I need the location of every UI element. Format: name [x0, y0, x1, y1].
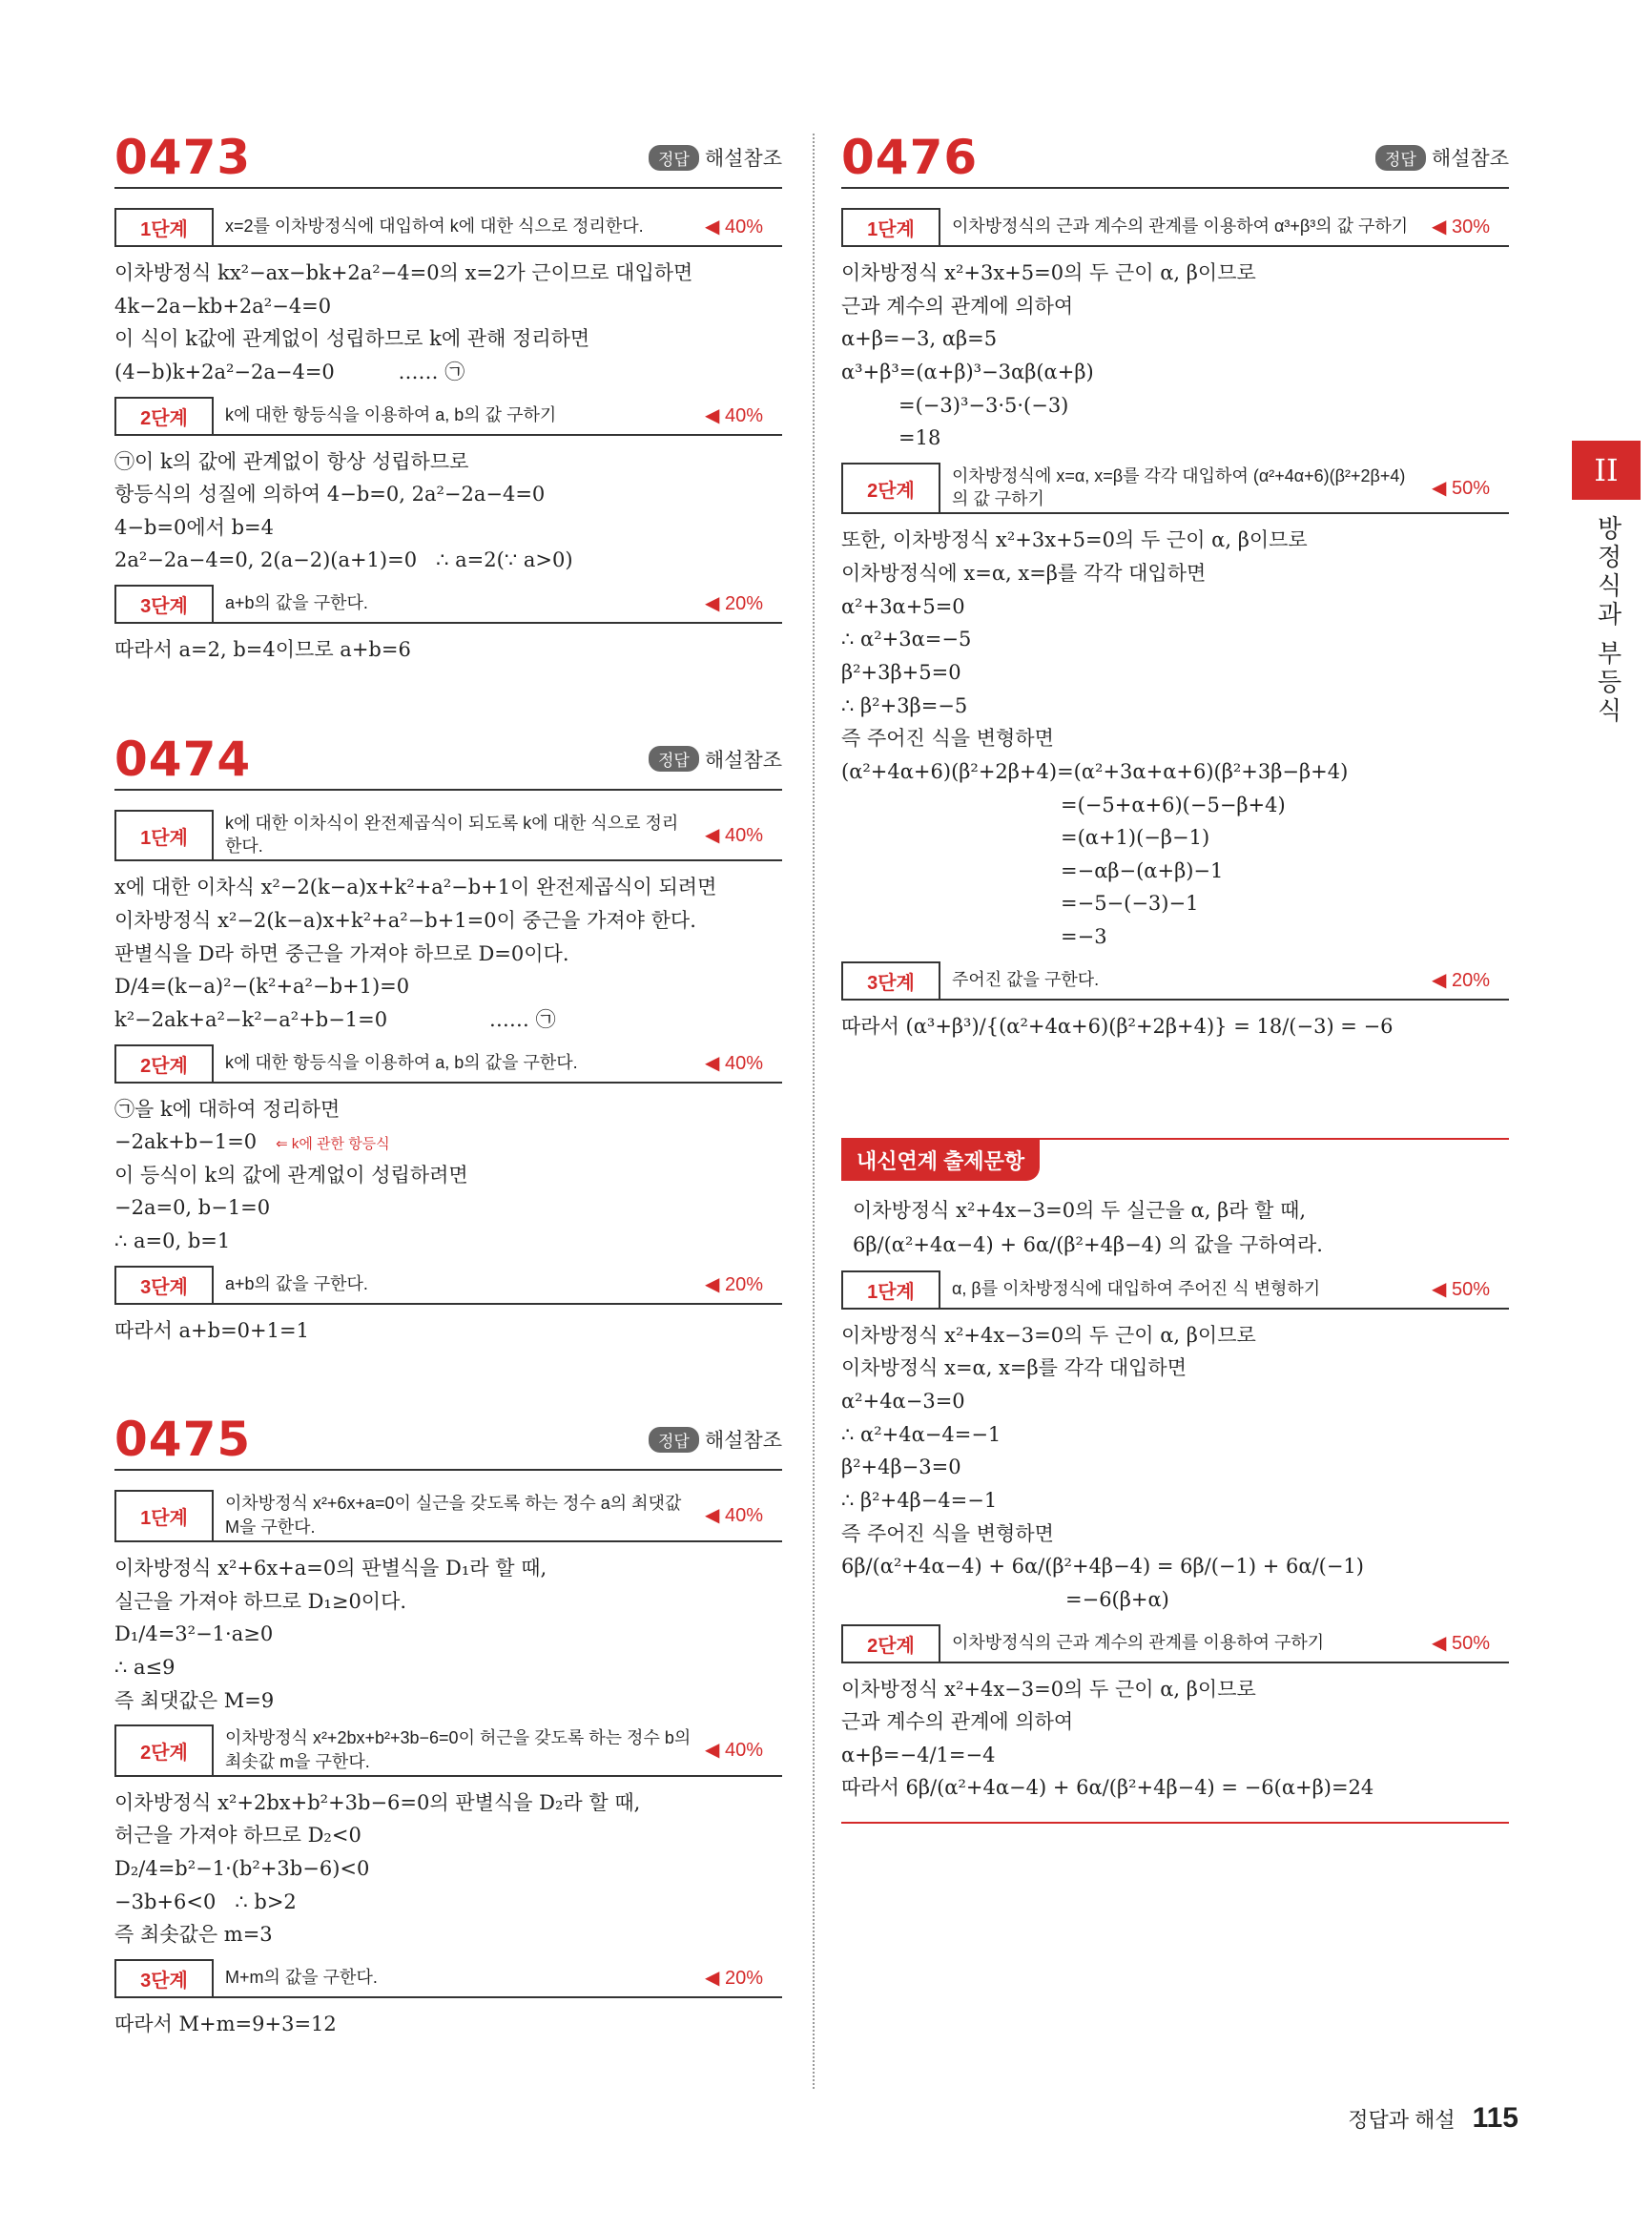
answer-label [1375, 143, 1509, 181]
step-description: 이차방정식에 x=α, x=β를 각각 대입하여 (α²+4α+6)(β²+2β+4)의 값 구하기 [952, 465, 1406, 509]
solution-line [841, 590, 1509, 624]
step-description: 이차방정식 x²+6x+a=0이 실근을 갖도록 하는 정수 a의 최댓값 M을 구한다. [225, 1494, 682, 1537]
solution-line [114, 511, 782, 545]
solution-line [841, 1550, 1509, 1583]
solution-text: 이차방정식 x²+3x+5=0의 두 근이 α, β이므로 [841, 261, 1256, 284]
problem-number: 0476 [841, 130, 979, 185]
solution-line [114, 290, 782, 323]
step-percent: ◀ 50% [1432, 477, 1490, 499]
solution-line [114, 1159, 782, 1192]
solution-line [114, 1191, 782, 1225]
step-row [841, 1270, 1509, 1310]
solution-line [841, 755, 1509, 789]
step-percent: ◀ 30% [1432, 217, 1490, 237]
step-description: k에 대한 항등식을 이용하여 a, b의 값을 구한다. [225, 1052, 578, 1072]
solution-line [114, 1125, 782, 1159]
solution-line [841, 322, 1509, 356]
step-percent: ◀ 40% [705, 1740, 763, 1761]
solution-line [841, 1385, 1509, 1418]
solution-text: x에 대한 이차식 x²−2(k−a)x+k²+a²−b+1이 완전제곱식이 되려면 [114, 876, 717, 899]
problem-header [841, 130, 1509, 189]
solution-text: α²+4α−3=0 [841, 1390, 965, 1414]
solution-line [841, 656, 1509, 690]
related-problem-question [841, 1194, 1509, 1262]
solution-text: ㉠을 k에 대하여 정리하면 [114, 1097, 341, 1121]
solution-text: 4k−2a−kb+2a²−4=0 [114, 294, 332, 318]
solution-line [114, 2008, 782, 2041]
related-problem-badge: 내신연계 출제문항 [841, 1140, 1040, 1181]
solution-text: ∴ α²+3α=−5 [841, 628, 972, 651]
step-row [114, 1724, 782, 1777]
step-row [841, 1624, 1509, 1663]
solution-text: 따라서 M+m=9+3=12 [114, 2013, 337, 2035]
step-description: k에 대한 항등식을 이용하여 a, b의 값 구하기 [225, 404, 557, 424]
step-row [114, 397, 782, 436]
step-description: 이차방정식의 근과 계수의 관계를 이용하여 α³+β³의 값 구하기 [952, 217, 1409, 237]
solution-text: 이차방정식 kx²−ax−bk+2a²−4=0의 x=2가 근이므로 대입하면 [114, 261, 693, 284]
solution-text: =(−3)³−3·5·(−3) [898, 393, 1069, 417]
solution-text: 근과 계수의 관계에 의하여 [841, 1710, 1074, 1734]
step-percent: ◀ 20% [1432, 969, 1490, 991]
solution-text: α³+β³=(α+β)³−3αβ(α+β) [841, 360, 1094, 383]
solution-line [841, 855, 1509, 888]
solution-line [841, 422, 1509, 455]
solution-text: =(α+1)(−β−1) [1061, 826, 1210, 850]
step-row [841, 961, 1509, 1001]
solution-line [841, 789, 1509, 822]
step-badge: 1단계 [841, 1270, 940, 1308]
solution-text: =(−5+α+6)(−5−β+4) [1061, 793, 1286, 816]
problem-number: 0475 [114, 1412, 252, 1468]
solution-text: 실근을 가져야 하므로 D₁≥0이다. [114, 1589, 407, 1613]
step-row [114, 1266, 782, 1305]
solution-text: 즉 주어진 식을 변형하면 [841, 1521, 1054, 1545]
solution-text: 따라서 a+b=0+1=1 [114, 1318, 309, 1342]
solution-line [114, 904, 782, 938]
solution-text: −3b+6<0 ∴ b>2 [114, 1889, 297, 1913]
step-badge: 1단계 [114, 208, 214, 245]
step-row [841, 208, 1509, 247]
solution-text: D/4=(k−a)²−(k²+a²−b+1)=0 [114, 975, 410, 999]
solution-line [114, 322, 782, 356]
problem-solution [114, 208, 782, 667]
step-percent: ◀ 40% [705, 217, 763, 237]
step-description: a+b의 값을 구한다. [225, 593, 368, 613]
footer-label: 정답과 해설 [1348, 2108, 1456, 2132]
step-percent: ◀ 40% [705, 1505, 763, 1527]
solution-text: β²+4β−3=0 [841, 1456, 961, 1479]
answer-badge: 정답 [1375, 145, 1426, 171]
solution-line [841, 722, 1509, 755]
solution-line [841, 887, 1509, 920]
answer-text: 해설참조 [1431, 148, 1509, 170]
step-badge: 2단계 [841, 1624, 940, 1662]
step-row [114, 1959, 782, 1998]
problem-header [114, 130, 782, 189]
step-percent: ◀ 20% [705, 1273, 763, 1295]
solution-line [841, 524, 1509, 557]
solution-text: 이차방정식 x²+6x+a=0의 판별식을 D₁라 할 때, [114, 1557, 547, 1580]
step-description: M+m의 값을 구한다. [225, 1968, 378, 1988]
solution-text: ㉠이 k의 값에 관계없이 항상 성립하므로 [114, 449, 469, 473]
chapter-label: 방정식과 부등식 [1594, 515, 1622, 727]
step-badge: 2단계 [114, 1044, 214, 1082]
right-column [841, 130, 1509, 1824]
solution-line [841, 1352, 1509, 1385]
solution-text: 즉 주어진 식을 변형하면 [841, 727, 1054, 751]
solution-text: 허근을 가져야 하므로 D₂<0 [114, 1824, 361, 1848]
solution-line [841, 623, 1509, 656]
related-problem-bottom-rule [841, 1822, 1509, 1824]
solution-text: 2a²−2a−4=0, 2(a−2)(a+1)=0 ∴ a=2(∵ a>0) [114, 548, 573, 572]
step-badge: 1단계 [114, 810, 214, 860]
problem-0476 [841, 130, 1509, 1043]
solution-text: 6β/(α²+4α−4) + 6α/(β²+4β−4) = 6β/(−1) + 6α/(−1) [841, 1555, 1364, 1579]
margin-note: ⇐ k에 관한 항등식 [276, 1136, 390, 1153]
problem-0475 [114, 1412, 782, 2040]
question-line: 6β/(α²+4α−4) + 6α/(β²+4β−4) 의 값을 구하여라. [853, 1233, 1323, 1257]
solution-line [841, 1771, 1509, 1805]
solution-line [841, 1739, 1509, 1772]
solution-text: ∴ α²+4α−4=−1 [841, 1422, 1002, 1446]
solution-line [114, 1819, 782, 1852]
step-percent: ◀ 40% [705, 824, 763, 846]
solution-line [114, 1093, 782, 1126]
step-row [114, 208, 782, 247]
solution-line [841, 1418, 1509, 1452]
solution-text: 따라서 (α³+β³)/{(α²+4α+6)(β²+2β+4)} = 18/(−3) = −6 [841, 1014, 1394, 1038]
solution-line [841, 1319, 1509, 1352]
solution-line [841, 257, 1509, 290]
step-percent: ◀ 20% [705, 1968, 763, 1989]
solution-line [841, 1451, 1509, 1484]
solution-line [841, 557, 1509, 590]
solution-text: 즉 최댓값은 M=9 [114, 1688, 275, 1712]
solution-line [841, 920, 1509, 954]
solution-line [841, 821, 1509, 855]
step-badge: 3단계 [114, 1959, 214, 1996]
solution-text: 이차방정식에 x=α, x=β를 각각 대입하면 [841, 562, 1207, 586]
solution-text: 이차방정식 x²+2bx+b²+3b−6=0의 판별식을 D₂라 할 때, [114, 1790, 641, 1814]
step-badge: 2단계 [114, 397, 214, 434]
problem-number: 0474 [114, 731, 252, 787]
solution-text: 이 식이 k값에 관계없이 성립하므로 k에 관해 정리하면 [114, 327, 590, 351]
page-footer [1348, 2102, 1518, 2135]
answer-text: 해설참조 [704, 148, 782, 170]
solution-line [841, 1484, 1509, 1518]
solution-line [841, 356, 1509, 389]
answer-label [649, 1425, 782, 1463]
answer-text: 해설참조 [704, 749, 782, 772]
solution-text: D₁/4=3²−1·a≥0 [114, 1622, 274, 1646]
solution-line [114, 1684, 782, 1718]
solution-line [114, 1786, 782, 1820]
answer-text: 해설참조 [704, 1430, 782, 1453]
step-row [841, 463, 1509, 515]
problem-header [114, 731, 782, 791]
column-divider [813, 134, 815, 2089]
solution-line [114, 544, 782, 577]
solution-line [841, 290, 1509, 323]
solution-text: −2ak+b−1=0 [114, 1130, 258, 1154]
step-row [114, 1044, 782, 1084]
solution-text: 4−b=0에서 b=4 [114, 515, 275, 539]
answer-badge: 정답 [649, 746, 699, 772]
step-row [114, 810, 782, 862]
solution-line [114, 1651, 782, 1684]
solution-text: (α²+4α+6)(β²+2β+4)=(α²+3α+α+6)(β²+3β−β+4) [841, 759, 1349, 783]
problem-solution [114, 1490, 782, 2040]
solution-text: 따라서 a=2, b=4이므로 a+b=6 [114, 638, 411, 662]
solution-line [114, 1225, 782, 1258]
solution-line [114, 938, 782, 971]
solution-text: 근과 계수의 관계에 의하여 [841, 294, 1074, 318]
solution-text: (4−b)k+2a²−2a−4=0 …… ㉠ [114, 360, 465, 383]
solution-line [114, 1314, 782, 1348]
solution-line [114, 1003, 782, 1037]
solution-text: 따라서 6β/(α²+4α−4) + 6α/(β²+4β−4) = −6(α+β)=24 [841, 1776, 1374, 1800]
solution-text: ∴ a=0, b=1 [114, 1229, 231, 1253]
solution-line [114, 871, 782, 904]
step-percent: ◀ 50% [1432, 1632, 1490, 1654]
solution-line [841, 389, 1509, 423]
step-row [114, 1490, 782, 1542]
solution-line [114, 1918, 782, 1951]
problem-header [114, 1412, 782, 1471]
solution-text: β²+3β+5=0 [841, 661, 961, 684]
solution-text: =−αβ−(α+β)−1 [1061, 858, 1224, 882]
step-badge: 1단계 [114, 1490, 214, 1540]
step-description: α, β를 이차방정식에 대입하여 주어진 식 변형하기 [952, 1279, 1321, 1299]
solution-line [841, 1583, 1509, 1617]
step-description: x=2를 이차방정식에 대입하여 k에 대한 식으로 정리한다. [225, 217, 644, 237]
problem-0473 [114, 130, 782, 667]
solution-text: 이차방정식 x²−2(k−a)x+k²+a²−b+1=0이 중근을 가져야 한다. [114, 909, 696, 932]
step-percent: ◀ 40% [705, 404, 763, 426]
solution-line [114, 1618, 782, 1651]
step-description: 주어진 값을 구한다. [952, 970, 1100, 990]
step-description: k에 대한 이차식이 완전제곱식이 되도록 k에 대한 식으로 정리한다. [225, 813, 679, 857]
step-badge: 2단계 [841, 463, 940, 513]
step-description: 이차방정식 x²+2bx+b²+3b−6=0이 허근을 갖도록 하는 정수 b의 최솟값 m을 구한다. [225, 1728, 692, 1771]
solution-text: 이차방정식 x²+4x−3=0의 두 근이 α, β이므로 [841, 1323, 1256, 1347]
solution-text: 이 등식이 k의 값에 관계없이 성립하려면 [114, 1163, 468, 1187]
solution-line [841, 690, 1509, 723]
solution-text: =18 [898, 426, 941, 450]
step-badge: 3단계 [841, 961, 940, 999]
solution-text: −2a=0, b−1=0 [114, 1196, 271, 1220]
step-percent: ◀ 50% [1432, 1278, 1490, 1300]
solution-line [114, 478, 782, 511]
solution-text: 항등식의 성질에 의하여 4−b=0, 2a²−2a−4=0 [114, 483, 546, 506]
solution-text: k²−2ak+a²−k²−a²+b−1=0 …… ㉠ [114, 1007, 556, 1031]
answer-badge: 정답 [649, 1427, 699, 1453]
solution-line [114, 445, 782, 479]
solution-line [114, 1852, 782, 1886]
solution-text: 즉 최솟값은 m=3 [114, 1923, 273, 1947]
solution-line [841, 1673, 1509, 1706]
step-badge: 3단계 [114, 1266, 214, 1303]
step-description: a+b의 값을 구한다. [225, 1274, 368, 1294]
solution-text: α²+3α+5=0 [841, 594, 965, 618]
problem-0474 [114, 731, 782, 1348]
solution-line [114, 1886, 782, 1919]
solution-line [841, 1010, 1509, 1043]
related-problem-header [841, 1138, 1509, 1181]
step-percent: ◀ 20% [705, 593, 763, 615]
solution-line [841, 1518, 1509, 1551]
solution-text: 또한, 이차방정식 x²+3x+5=0의 두 근이 α, β이므로 [841, 528, 1308, 552]
step-description: 이차방정식의 근과 계수의 관계를 이용하여 구하기 [952, 1632, 1325, 1652]
solution-text: =−6(β+α) [1065, 1587, 1169, 1611]
solution-text: =−3 [1061, 925, 1107, 949]
left-column [114, 130, 782, 2110]
solution-line [114, 1552, 782, 1585]
related-problem-solution [841, 1270, 1509, 1805]
solution-text: 이차방정식 x²+4x−3=0의 두 근이 α, β이므로 [841, 1677, 1256, 1701]
solution-text: =−5−(−3)−1 [1061, 892, 1199, 916]
chapter-tab: II [1572, 441, 1641, 500]
solution-text: ∴ β²+4β−4=−1 [841, 1488, 998, 1512]
answer-badge: 정답 [649, 145, 699, 171]
step-badge: 1단계 [841, 208, 940, 245]
problem-number: 0473 [114, 130, 252, 185]
solution-text: 판별식을 D라 하면 중근을 가져야 하므로 D=0이다. [114, 941, 569, 965]
solution-line [114, 1585, 782, 1619]
solution-line [114, 257, 782, 290]
solution-text: ∴ a≤9 [114, 1655, 176, 1679]
problem-solution [841, 208, 1509, 1043]
question-line: 이차방정식 x²+4x−3=0의 두 실근을 α, β라 할 때, [853, 1199, 1307, 1223]
solution-line [114, 970, 782, 1003]
answer-label [649, 143, 782, 181]
step-percent: ◀ 40% [705, 1052, 763, 1074]
solution-text: α+β=−3, αβ=5 [841, 327, 998, 351]
solution-text: 이차방정식 x=α, x=β를 각각 대입하면 [841, 1356, 1187, 1380]
solution-line [114, 633, 782, 667]
answer-label [649, 745, 782, 783]
step-row [114, 585, 782, 624]
step-badge: 3단계 [114, 585, 214, 622]
solution-line [114, 356, 782, 389]
step-badge: 2단계 [114, 1724, 214, 1775]
related-problem-section [841, 1138, 1509, 1824]
problem-solution [114, 810, 782, 1348]
page-number: 115 [1472, 2102, 1518, 2134]
solution-line [841, 1705, 1509, 1739]
solution-text: α+β=−4/1=−4 [841, 1743, 996, 1766]
solution-text: ∴ β²+3β=−5 [841, 693, 968, 717]
solution-text: D₂/4=b²−1·(b²+3b−6)<0 [114, 1857, 370, 1881]
